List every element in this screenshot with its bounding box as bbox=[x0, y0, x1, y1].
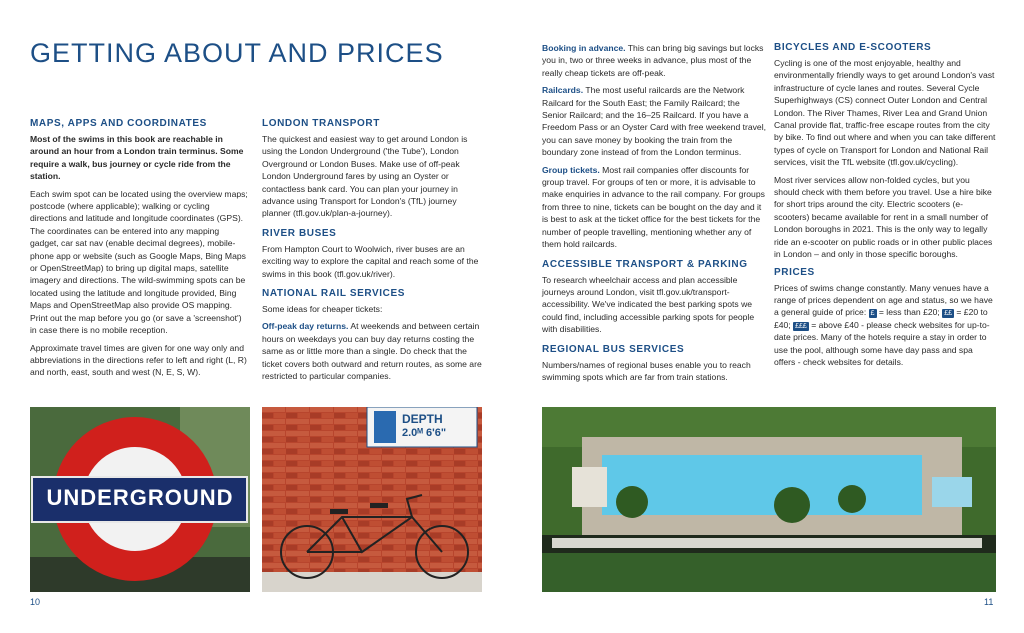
offpeak-paragraph bbox=[262, 320, 482, 382]
underground-sign-text: UNDERGROUND bbox=[46, 485, 234, 510]
maps-section bbox=[30, 118, 248, 384]
booking-text: This can bring big savings but locks you in, two or three weeks in advance, plus most of the really cheap tickets are off-peak. bbox=[542, 43, 764, 78]
national-rail-heading: NATIONAL RAIL SERVICES bbox=[262, 288, 406, 300]
bikes-section bbox=[774, 42, 996, 373]
accessible-text: To research wheelchair access and plan accessible journeys around London, visit tfl.gov.uk/transport-accessibility. We've indicated the best parking spots we could find, including accessible parking spots for people with disabilities. bbox=[542, 274, 755, 335]
price-band-2-text: = £20 to £40; bbox=[774, 307, 988, 330]
price-band-1-text: = less than £20; bbox=[876, 307, 943, 318]
depth-sign-label: DEPTH bbox=[402, 412, 443, 426]
railcards-term: Railcards. bbox=[542, 85, 584, 96]
group-text: Most rail companies offer discounts for group travel. For groups of ten or more, it is advisable to make enquiries in advance to the rail company. For groups from three to nine, tickets can be bought on the day and it is best to ask at the ticket office for the best tickets for the number of people travelling, mentioning whether any of them hold railcards. bbox=[542, 164, 765, 250]
group-paragraph bbox=[542, 164, 766, 251]
regional-bus-text: Numbers/names of regional buses enable you to reach swimming spots which are far from train stations. bbox=[542, 359, 751, 382]
prices-paragraph bbox=[774, 282, 996, 369]
price-band-1-icon: £ bbox=[870, 310, 875, 318]
page-number-right: 11 bbox=[984, 597, 994, 607]
depth-sign-value: 2.0ᴹ 6'6" bbox=[402, 427, 447, 439]
page-title: GETTING ABOUT AND PRICES bbox=[30, 38, 444, 68]
prices-text-start: Prices of swims change constantly. Many venues have a range of prices dependent on age and status, so we have a general guide of price: bbox=[774, 282, 993, 318]
london-transport-text: The quickest and easiest way to get around London is using the London Underground ('the Tube'), London Overground or London Buses. Make use of off-peak London Underground fares by using an Oyster or contactless bank card. You can plan your journey in advance using Transport for London's (TfL) journey planner (tfl.gov.uk/plan-a-journey). bbox=[262, 134, 468, 219]
underground-photo bbox=[30, 407, 250, 592]
maps-paragraph-1: Each swim spot can be located using the overview maps; postcode (where applicable); walking or cycling directions and latitude and longitude coordinates (GPS). The coordinates can be entered into any mapping gadget, car sat nav (enable decimal degrees), mobile-phone app or website (such as Google Maps, Bing Maps or OpenStreetMap) to bring up digital maps, satellite imagery and directions. The wild-swimming spots can be located using the latitude and longitude provided, Bing Maps and OpenStreetMap also provide OS mapping. Print out the map before you go (or save a 'screenshot') in case there is no mobile reception. bbox=[30, 188, 248, 336]
offpeak-term: Off-peak day returns. bbox=[262, 321, 349, 332]
price-band-2-icon: ££ bbox=[944, 310, 953, 318]
tickets-section bbox=[542, 42, 766, 388]
booking-paragraph bbox=[542, 42, 766, 79]
maps-paragraph-2: Approximate travel times are given for one way only and abbreviations in the directions refer to left and right (L, R) and north, east, south and west (N, E, S, W). bbox=[30, 342, 247, 378]
page-number-left: 10 bbox=[30, 597, 41, 607]
regional-bus-heading: REGIONAL BUS SERVICES bbox=[542, 343, 685, 355]
railcards-text: The most useful railcards are the Network Railcard for the South East; the Family Railcard; the Senior Railcard; and the 16–25 Railcard. If you have a Freedom Pass or an Oyster Card with free weekend travel, you can save money by booking the train from the boundary zone instead of from the London terminus. bbox=[542, 85, 767, 158]
bicycles-heading: BICYCLES AND E-SCOOTERS bbox=[774, 42, 932, 53]
london-transport-heading: LONDON TRANSPORT bbox=[262, 118, 380, 129]
prices-heading: PRICES bbox=[774, 266, 815, 278]
booking-term: Booking in advance. bbox=[542, 43, 626, 53]
railcards-paragraph bbox=[542, 84, 766, 158]
bicycles-paragraph-2: Most river services allow non-folded cycles, but you should check with them before you travel. Use a hire bike for short trips around the city. Electric scooters (e-scooters) became available for rent in a small number of London boroughs in 2021. This is the only way to legally ride an e-scooter on public roads or in other public places in London – and only in those specific boroughs. bbox=[774, 174, 993, 260]
group-term: Group tickets. bbox=[542, 164, 600, 175]
maps-heading: MAPS, APPS AND COORDINATES bbox=[30, 118, 207, 129]
price-band-3-text: = above £40 - please check websites for up-to-date prices. Many of the hotels require a stay in order to use the pool, although some have day pass and spa offers - check websites for details. bbox=[774, 319, 990, 367]
accessible-heading: ACCESSIBLE TRANSPORT & PARKING bbox=[542, 258, 748, 270]
offpeak-text: At weekends and between certain hours on weekdays you can buy day returns costing the same as or little more than a single. Do check that the ticket covers both outward and return routes, as some are restricted to particular companies. bbox=[262, 321, 482, 382]
maps-intro: Most of the swims in this book are reachable in around an hour from a London train terminus. Some require a walk, bus journey or cycle ride from the station. bbox=[30, 134, 244, 182]
river-buses-heading: RIVER BUSES bbox=[262, 227, 337, 239]
river-buses-text: From Hampton Court to Woolwich, river buses are an exciting way to explore the capital and reach some of the swims in this book (tfl.gov.uk/river). bbox=[262, 243, 479, 279]
national-rail-intro: Some ideas for cheaper tickets: bbox=[262, 304, 383, 315]
price-band-3-icon: £££ bbox=[795, 322, 807, 330]
tandem-bike-photo bbox=[262, 407, 482, 592]
bicycles-paragraph-1: Cycling is one of the most enjoyable, healthy and environmentally friendly ways to get around London's vast infrastructure of cycle lanes and routes. Several Cycle Superhighways (CS) connect Outer London and Central London. The River Thames, River Lea and Grand Union Canal provide flat, traffic-free escape routes from the city by bike. To find out where and when you can take different types of cycle on Transport for London and National Rail services, visit the TfL website (tfl.gov.uk/cycling). bbox=[774, 58, 996, 168]
aerial-lido-photo bbox=[542, 407, 996, 592]
transport-section bbox=[262, 118, 482, 388]
